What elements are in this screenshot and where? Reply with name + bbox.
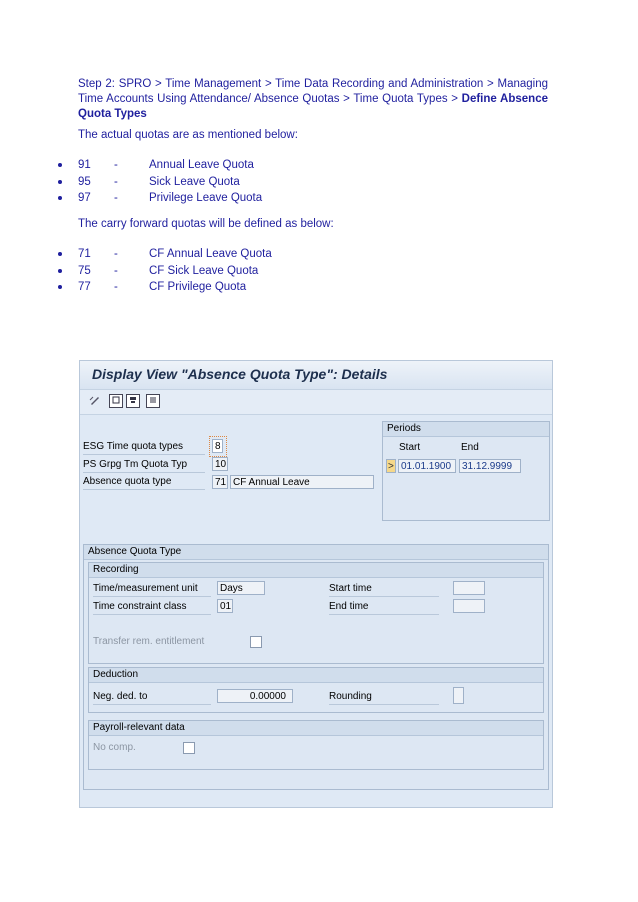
quota-dash: - [114, 248, 118, 260]
esg-label: ESG Time quota types [83, 440, 205, 455]
unit-field[interactable]: Days [217, 581, 265, 595]
sap-window-title: Display View "Absence Quota Type": Details [92, 366, 388, 382]
end-time-label: End time [329, 600, 439, 615]
start-time-field[interactable] [453, 581, 485, 595]
constraint-field[interactable]: 01 [217, 599, 233, 613]
absence-text-field: CF Annual Leave [230, 475, 374, 489]
quota-desc: Sick Leave Quota [149, 176, 240, 188]
quota-desc: CF Privilege Quota [149, 281, 247, 293]
rounding-label: Rounding [329, 690, 439, 705]
period-select-button[interactable]: > [386, 459, 396, 473]
sap-title-bar [80, 361, 552, 390]
quota-dash: - [114, 265, 118, 277]
neg-ded-label: Neg. ded. to [93, 690, 211, 705]
deduction-title: Deduction [89, 668, 543, 683]
quota-desc: Privilege Leave Quota [149, 192, 263, 204]
unit-label: Time/measurement unit [93, 582, 211, 597]
quota-code: 95 [78, 176, 91, 188]
quota-dash: - [114, 192, 118, 204]
quota-desc: Annual Leave Quota [149, 159, 254, 171]
psgrp-label: PS Grpg Tm Quota Typ [83, 458, 205, 473]
focus-marker [209, 436, 227, 457]
deduction-group [88, 667, 544, 713]
quota-dash: - [114, 281, 118, 293]
quota-desc: CF Sick Leave Quota [149, 265, 259, 277]
quota-dash: - [114, 159, 118, 171]
step-instructions [78, 77, 548, 122]
save-icon[interactable] [126, 394, 140, 408]
payroll-group [88, 720, 544, 770]
transfer-label: Transfer rem. entitlement [93, 636, 205, 647]
quota-code: 77 [78, 281, 91, 293]
quota-code: 91 [78, 159, 91, 171]
absence-quota-type-group [83, 544, 549, 790]
sap-toolbar [80, 390, 552, 415]
transfer-checkbox[interactable] [250, 636, 262, 648]
end-time-field[interactable] [453, 599, 485, 613]
nocomp-checkbox[interactable] [183, 742, 195, 754]
edit-icon[interactable] [89, 394, 101, 406]
quota-desc: CF Annual Leave Quota [149, 248, 272, 260]
sap-screen [79, 360, 553, 808]
bullet-icon [58, 180, 62, 184]
period-end-field[interactable]: 31.12.9999 [459, 459, 521, 473]
bullet-icon [58, 285, 62, 289]
nocomp-label: No comp. [93, 742, 136, 753]
quota-code: 97 [78, 192, 91, 204]
quota-dash: - [114, 176, 118, 188]
payroll-title: Payroll-relevant data [89, 721, 543, 736]
psgrp-field[interactable]: 10 [212, 457, 228, 471]
recording-group [88, 562, 544, 664]
periods-title: Periods [383, 422, 549, 437]
step-final: Define Absence Quota Types [78, 93, 548, 120]
absence-quota-type-title: Absence Quota Type [84, 545, 548, 560]
copy-icon[interactable] [109, 394, 123, 408]
bullet-icon [58, 163, 62, 167]
start-time-label: Start time [329, 582, 439, 597]
neg-ded-field[interactable]: 0.00000 [217, 689, 293, 703]
bullet-icon [58, 196, 62, 200]
absence-code-field[interactable]: 71 [212, 475, 228, 489]
constraint-label: Time constraint class [93, 600, 211, 615]
cf-intro: The carry forward quotas will be defined as below: [78, 218, 334, 230]
period-start-field[interactable]: 01.01.1900 [398, 459, 456, 473]
periods-group [382, 421, 550, 521]
rounding-field[interactable] [453, 687, 464, 704]
bullet-icon [58, 252, 62, 256]
esg-field[interactable]: 8 [212, 439, 223, 453]
end-label: End [461, 442, 479, 453]
absence-type-label: Absence quota type [83, 475, 205, 490]
start-label: Start [399, 442, 421, 453]
quota-code: 71 [78, 248, 91, 260]
step-path: Step 2: SPRO > Time Management > Time Data Recording and Administration > Managing Time Accounts Using Attendance/ Absence Quotas > Time Quota Types > [78, 78, 548, 105]
quota-code: 75 [78, 265, 91, 277]
actual-intro: The actual quotas are as mentioned below: [78, 129, 298, 141]
recording-title: Recording [89, 563, 543, 578]
details-icon[interactable] [146, 394, 160, 408]
bullet-icon [58, 269, 62, 273]
